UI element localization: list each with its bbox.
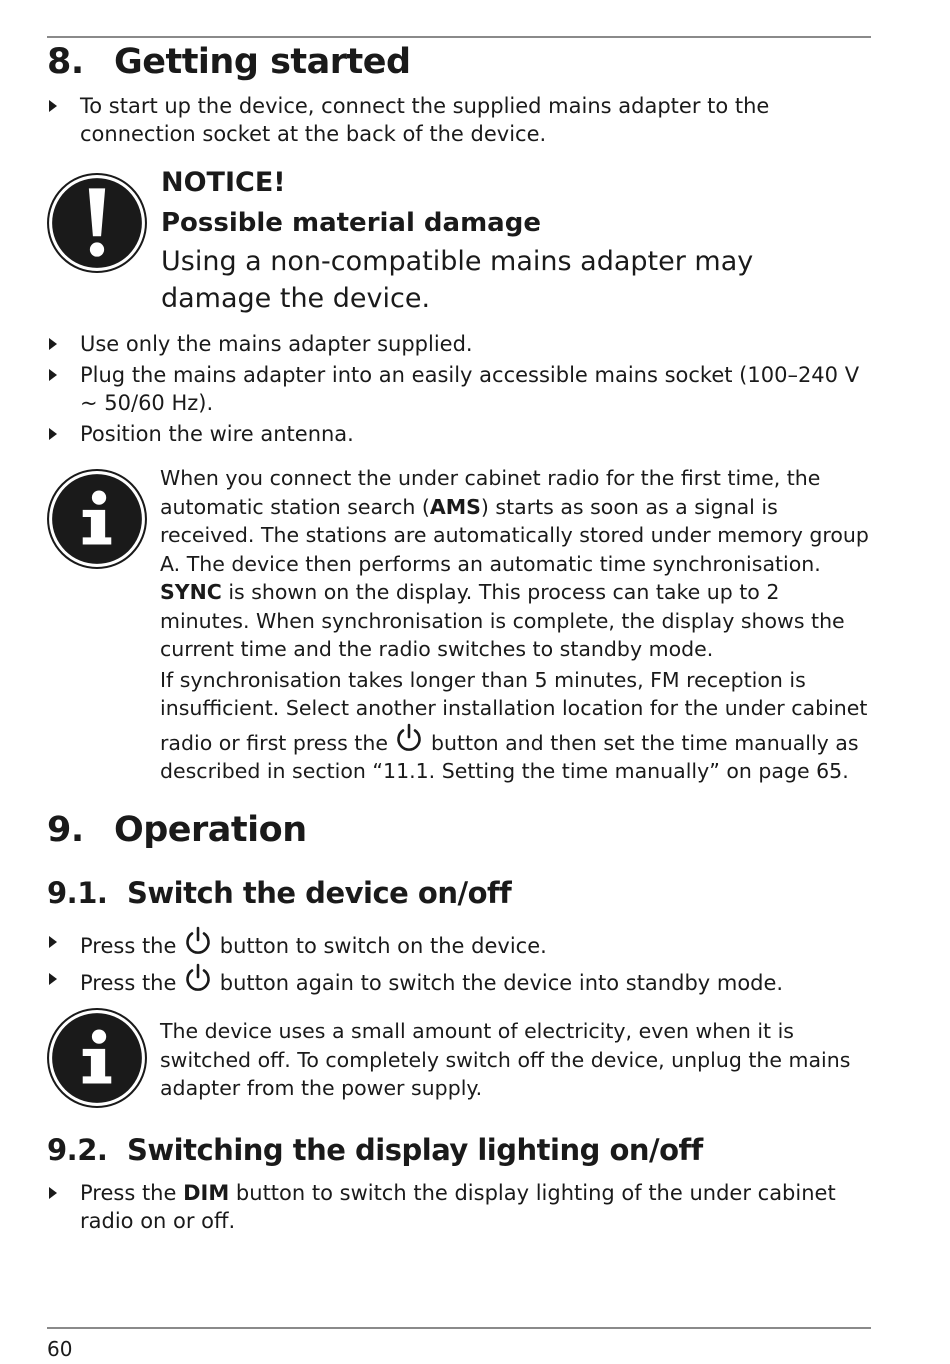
info-icon: [46, 1007, 148, 1109]
list-item: [47, 361, 871, 417]
section-title: Switch the device on/off: [127, 876, 512, 910]
info-text: When you connect the under cabinet radio for the first time, the automatic station search (: [160, 466, 821, 519]
power-icon: [183, 963, 213, 993]
notice-box: [161, 163, 861, 317]
section-number: 9.1.: [47, 876, 108, 910]
notice-heading: NOTICE!: [161, 167, 286, 198]
section-number: 8.: [47, 42, 84, 82]
notice-text: Using a non-compatible mains adapter may damage the device.: [161, 246, 754, 314]
triangle-bullet-icon: [49, 936, 57, 948]
triangle-bullet-icon: [49, 338, 57, 350]
list-item: [47, 963, 871, 997]
power-icon: [394, 723, 424, 753]
info-paragraph: [160, 464, 872, 664]
ams-label: AMS: [429, 494, 481, 519]
list-item-text: Press the button again to switch the device into standby mode.: [80, 963, 871, 997]
list-item-text: Use only the mains adapter supplied.: [80, 332, 473, 356]
section-title: Getting started: [114, 42, 411, 82]
list-item: [47, 926, 871, 960]
list-item-text: To start up the device, connect the supplied mains adapter to the connection socket at the back of the device.: [80, 94, 770, 146]
subsection-heading-switch-on-off: [47, 876, 511, 910]
list-item-text: Press the DIM button to switch the display lighting of the under cabinet radio on or off.: [80, 1181, 836, 1233]
info-box: [160, 1017, 872, 1103]
info-paragraph: [160, 666, 872, 786]
section-number: 9.2.: [47, 1133, 108, 1167]
list-item: [47, 330, 871, 358]
top-rule: [47, 36, 871, 38]
info-icon: [46, 468, 148, 570]
list-item-text: Position the wire antenna.: [80, 422, 354, 446]
triangle-bullet-icon: [49, 973, 57, 985]
power-icon: [183, 926, 213, 956]
triangle-bullet-icon: [49, 428, 57, 440]
info-text: ) starts as soon as a signal is received. The stations are automatically stored under memory group A. The device then performs an automatic time synchronisation.: [160, 494, 869, 576]
triangle-bullet-icon: [49, 1187, 57, 1199]
bottom-rule: [47, 1327, 871, 1329]
info-text: If synchronisation takes longer than 5 minutes, FM reception is insufficient. Select another installation location for the under cabinet radio or first press the: [160, 667, 868, 755]
list-item-text: Plug the mains adapter into an easily accessible mains socket (100–240 V ~ 50/60 Hz).: [80, 363, 860, 415]
list-item: [47, 92, 871, 148]
list-item: [47, 420, 871, 448]
notice-subheading: Possible material damage: [161, 208, 541, 238]
info-box: [160, 464, 872, 786]
exclamation-icon: [46, 172, 148, 274]
triangle-bullet-icon: [49, 100, 57, 112]
list-item: [47, 1179, 871, 1235]
page-number: 60: [47, 1337, 73, 1361]
section-heading-operation: [47, 810, 307, 850]
list-item-text: Press the button to switch on the device.: [80, 926, 871, 960]
triangle-bullet-icon: [49, 369, 57, 381]
section-title: Switching the display lighting on/off: [127, 1133, 703, 1167]
info-text: is shown on the display. This process can take up to 2 minutes. When synchronisation is complete, the display shows the current time and the radio switches to standby mode.: [160, 580, 845, 661]
section-title: Operation: [114, 810, 307, 850]
info-text: button and then set the time manually as described in section “11.1. Setting the time manually” on page 65.: [160, 730, 859, 783]
sync-label: SYNC: [160, 580, 222, 604]
dim-label: DIM: [183, 1181, 230, 1205]
section-heading-getting-started: [47, 42, 411, 82]
info-paragraph: The device uses a small amount of electricity, even when it is switched off. To completely switch off the device, unplug the mains adapter from the power supply.: [160, 1019, 851, 1100]
section-number: 9.: [47, 810, 84, 850]
subsection-heading-display-lighting: [47, 1133, 703, 1167]
